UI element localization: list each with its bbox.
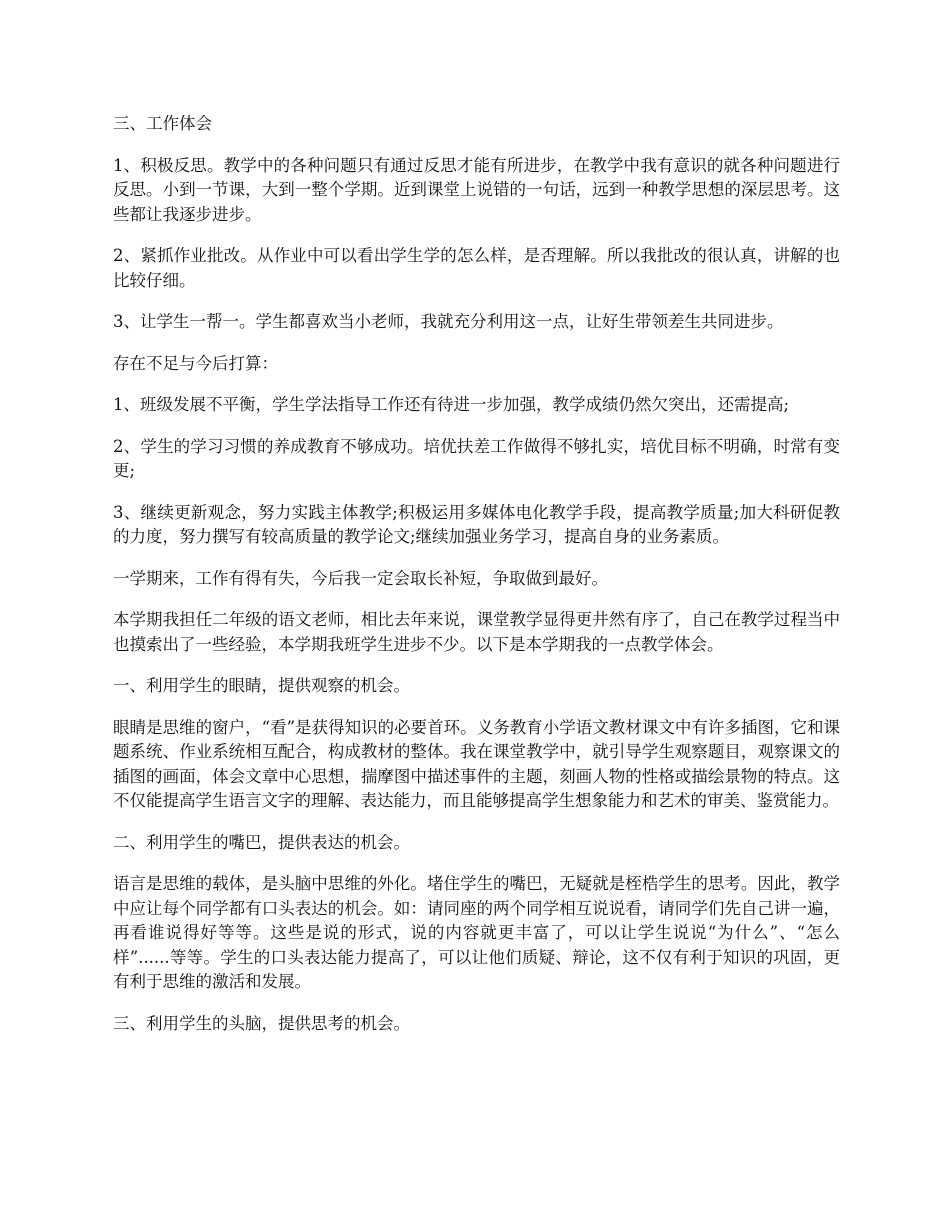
paragraph-peer-help: 3、让学生一帮一。学生都喜欢当小老师，我就充分利用这一点，让好生带领差生共同进步。	[113, 312, 784, 331]
paragraph-intro-second-grade: 本学期我担任二年级的语文老师，相比去年来说，课堂教学显得更井然有序了，自己在教学过程当中也摸索出了一些经验，本学期我班学生进步不少。以下是本学期我的一点教学体会。	[113, 610, 840, 654]
section-heading-mouth: 二、利用学生的嘴巴，提供表达的机会。	[113, 832, 410, 852]
paragraph-semester-summary: 一学期来，工作有得有失，今后我一定会取长补短，争取做到最好。	[113, 568, 608, 588]
document-body	[113, 112, 840, 1053]
paragraph-shortcoming-1: 1、班级发展不平衡，学生学法指导工作还有待进一步加强，教学成绩仍然欠突出，还需提高;	[113, 395, 790, 414]
paragraph-observation: 眼睛是思维的窗户，“看”是获得知识的必要首环。义务教育小学语文教材课文中有许多插图，它和课题系统、作业系统相互配合，构成教材的整体。我在课堂教学中，就引导学生观察题目，观察课文的插图的画面，体会文章中心思想，揣摩图中描述事件的主题，刻画人物的性格或描绘景物的特点。这不仅能提高学生语言文字的理解、表达能力，而且能够提高学生想象能力和艺术的审美、鉴赏能力。	[113, 717, 840, 810]
section-heading-brain: 三、利用学生的头脑，提供思考的机会。	[113, 1013, 410, 1033]
paragraph-expression: 语言是思维的载体，是头脑中思维的外化。堵住学生的嘴巴，无疑就是桎梏学生的思考。因此，教学中应让每个同学都有口头表达的机会。如：请同座的两个同学相互说说看，请同学们先自己讲一遍，再看谁说得好等等。这些是说的形式，说的内容就更丰富了，可以让学生说说“为什么”、“怎么样”......等等。学生的口头表达能力提高了，可以让他们质疑、辩论，这不仅有利于知识的巩固，更有利于思维的激活和发展。	[113, 874, 840, 991]
paragraph-shortcoming-3: 3、继续更新观念，努力实践主体教学;积极运用多媒体电化教学手段，提高教学质量;加大科研促教的力度，努力撰写有较高质量的教学论文;继续加强业务学习，提高自身的业务素质。	[113, 502, 840, 546]
paragraph-shortcoming-2: 2、学生的学习习惯的养成教育不够成功。培优扶差工作做得不够扎实，培优目标不明确，时常有变更;	[113, 436, 840, 480]
paragraph-reflection: 1、积极反思。教学中的各种问题只有通过反思才能有所进步，在教学中我有意识的就各种问题进行反思。小到一节课，大到一整个学期。近到课堂上说错的一句话，远到一种教学思想的深层思考。这些都让我逐步进步。	[113, 155, 840, 224]
section-heading-work-experience: 三、工作体会	[113, 114, 212, 133]
section-heading-eyes: 一、利用学生的眼睛，提供观察的机会。	[113, 676, 410, 695]
section-heading-shortcomings: 存在不足与今后打算：	[113, 353, 278, 373]
paragraph-homework-correction: 2、紧抓作业批改。从作业中可以看出学生学的怎么样，是否理解。所以我批改的很认真，讲解的也比较仔细。	[113, 246, 840, 290]
